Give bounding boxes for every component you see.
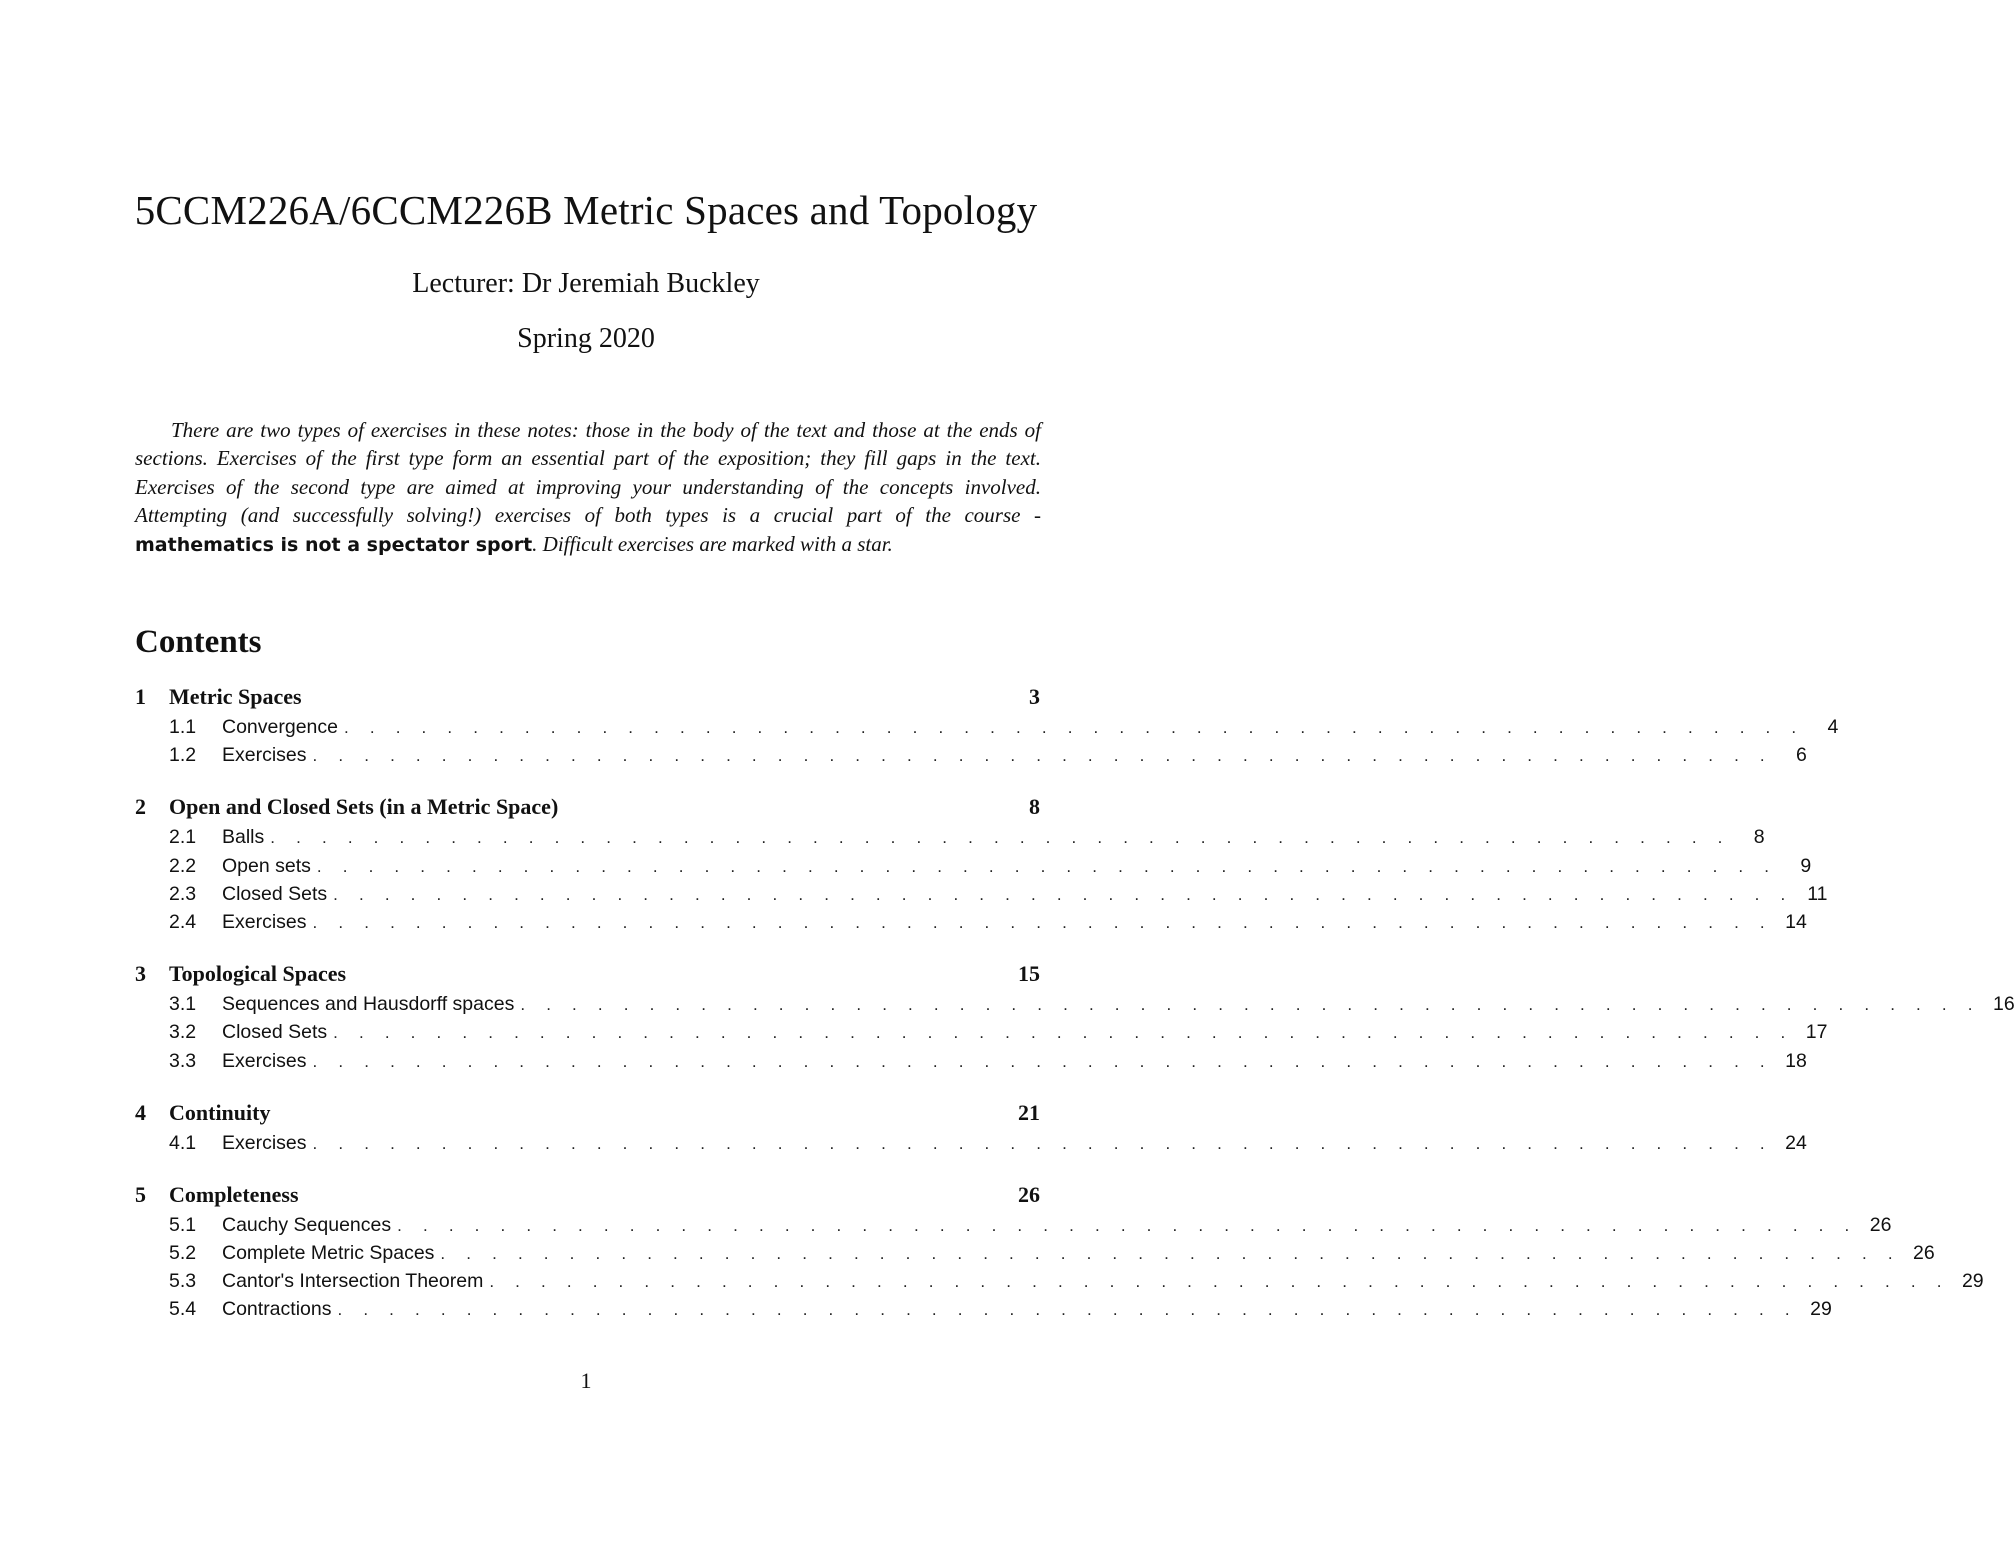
abstract-text-part1: There are two types of exercises in these notes: those in the body of the text and those at the ends of sections. Exercises of the first type form an essential part of the exposition; they fill gaps in the text. Exercises of the second type are aimed at improving your understanding of the concepts involved. Attempting (and successfully solving!) exercises of both types is a crucial part of the course - <box>135 418 1041 528</box>
toc-subsection-number: 2.1 <box>169 826 197 849</box>
toc-subsection-entry[interactable] <box>135 1049 1807 1078</box>
toc-subsection-page: 18 <box>1785 1049 1807 1072</box>
toc-subsection-title: Contractions <box>222 1298 332 1321</box>
toc-subsection-title: Closed Sets <box>222 1021 328 1044</box>
toc-subsection-page: 11 <box>1807 882 1828 905</box>
abstract-paragraph <box>135 416 1041 559</box>
toc-subsection-number: 1.1 <box>169 716 197 738</box>
document-title: 5CCM226A/6CCM226B Metric Spaces and Topology <box>134 187 1038 233</box>
toc-subsection-number: 5.4 <box>169 1298 197 1321</box>
toc-subsection-page: 14 <box>1785 910 1807 933</box>
toc-subsection-entry[interactable] <box>135 993 2015 1021</box>
toc-leader-dots: . . . . . . . . . . . . . . . . . . . . . . . . . . . . . . . . . . . . . . . . . . . . . . . . . . . . . . . . . <box>270 828 1731 848</box>
abstract-text-part2: . Difficult exercises are marked with a star. <box>532 531 893 556</box>
toc-subsection-entry[interactable] <box>135 1298 1832 1326</box>
toc-subsection-number: 3.2 <box>169 1021 197 1044</box>
toc-subsection-number: 2.3 <box>169 882 197 905</box>
toc-leader-dots: . . . . . . . . . . . . . . . . . . . . . . . . . . . . . . . . . . . . . . . . . . . . . . . . . . . . . . . . . <box>397 1215 1858 1235</box>
toc-subsection-number: 3.1 <box>169 993 197 1016</box>
toc-subsection-page: 6 <box>1796 744 1807 767</box>
toc-subsection-entry[interactable] <box>135 744 1807 772</box>
toc-subsection-title: Balls <box>222 826 265 849</box>
toc-leader-dots: . . . . . . . . . . . . . . . . . . . . . . . . . . . . . . . . . . . . . . . . . . . . . . . . . . . . . . . . . <box>520 995 1981 1015</box>
toc-section-number: 5 <box>135 1181 146 1207</box>
toc-section-number: 1 <box>135 684 146 709</box>
toc-subsection-page: 9 <box>1800 854 1812 877</box>
toc-subsection-page: 29 <box>1961 1270 1984 1293</box>
toc-subsection-title: Complete Metric Spaces <box>222 1242 435 1265</box>
toc-subsection-entry[interactable] <box>135 1242 1935 1270</box>
toc-section-page: 15 <box>1018 961 1040 987</box>
contents-heading: Contents <box>135 624 262 660</box>
toc-leader-dots: . . . . . . . . . . . . . . . . . . . . . . . . . . . . . . . . . . . . . . . . . . . . . . . . . . . . . . . . . <box>333 1023 1794 1043</box>
toc-subsection-title: Exercises <box>222 1049 307 1072</box>
toc-leader-dots: . . . . . . . . . . . . . . . . . . . . . . . . . . . . . . . . . . . . . . . . . . . . . . . . . . . . . . . . . <box>312 912 1773 932</box>
toc-subsection-page: 17 <box>1805 1021 1828 1044</box>
toc-section-number: 3 <box>135 961 146 987</box>
toc-section-page: 26 <box>1018 1181 1040 1207</box>
toc-leader-dots: . . . . . . . . . . . . . . . . . . . . . . . . . . . . . . . . . . . . . . . . . . . . . . . . . . . . . . . . . <box>316 856 1778 876</box>
toc-subsection-title: Closed Sets <box>222 882 328 905</box>
toc-section-title: Open and Closed Sets (in a Metric Space) <box>169 794 559 820</box>
toc-subsection-number: 3.3 <box>169 1049 197 1072</box>
toc-subsection-page: 4 <box>1827 716 1839 738</box>
toc-subsection-number: 2.4 <box>169 910 197 933</box>
toc-subsection-entry[interactable] <box>135 1021 1828 1049</box>
toc-section-page: 8 <box>1029 794 1040 820</box>
toc-subsection-title: Exercises <box>222 1131 307 1154</box>
page-number: 1 <box>580 1368 592 1393</box>
toc-section-title: Continuity <box>169 1099 271 1125</box>
toc-subsection-number: 2.2 <box>169 854 197 877</box>
toc-subsection-title: Cantor's Intersection Theorem <box>222 1270 484 1293</box>
toc-subsection-entry[interactable] <box>135 854 1812 883</box>
toc-section-title: Metric Spaces <box>169 684 302 709</box>
toc-subsection-page: 26 <box>1913 1242 1935 1265</box>
toc-section-entry[interactable] <box>135 794 1040 826</box>
toc-leader-dots: . . . . . . . . . . . . . . . . . . . . . . . . . . . . . . . . . . . . . . . . . . . . . . . . . . . . . . . . . <box>333 884 1794 904</box>
abstract-bold-phrase: mathematics is not a spectator sport <box>135 533 533 556</box>
toc-subsection-entry[interactable] <box>135 882 1828 911</box>
toc-section-entry[interactable] <box>135 684 1040 716</box>
toc-leader-dots: . . . . . . . . . . . . . . . . . . . . . . . . . . . . . . . . . . . . . . . . . . . . . . . . . . . . . . . . . <box>312 1133 1773 1153</box>
toc-subsection-page: 16 <box>1992 993 2015 1016</box>
toc-subsection-number: 4.1 <box>169 1131 197 1154</box>
toc-section <box>135 1099 1807 1160</box>
toc-section-entry[interactable] <box>135 1182 1040 1214</box>
lecturer-line: Lecturer: Dr Jeremiah Buckley <box>412 268 760 299</box>
toc-subsection-number: 5.2 <box>169 1242 197 1265</box>
toc-subsection-title: Exercises <box>222 744 307 767</box>
toc-subsection-number: 5.1 <box>169 1213 197 1236</box>
toc-subsection-title: Cauchy Sequences <box>222 1213 392 1236</box>
toc-leader-dots: . . . . . . . . . . . . . . . . . . . . . . . . . . . . . . . . . . . . . . . . . . . . . . . . . . . . . . . . . <box>312 1051 1773 1071</box>
toc-section <box>135 794 1828 939</box>
toc-leader-dots: . . . . . . . . . . . . . . . . . . . . . . . . . . . . . . . . . . . . . . . . . . . . . . . . . . . . . . . . . <box>489 1272 1950 1292</box>
toc-section <box>135 961 2015 1078</box>
toc-section <box>135 1181 1984 1327</box>
toc-leader-dots: . . . . . . . . . . . . . . . . . . . . . . . . . . . . . . . . . . . . . . . . . . . . . . . . . . . . . . . . . <box>337 1300 1798 1320</box>
toc-section-entry[interactable] <box>135 1100 1040 1132</box>
toc-subsection-page: 26 <box>1869 1213 1892 1236</box>
toc-leader-dots: . . . . . . . . . . . . . . . . . . . . . . . . . . . . . . . . . . . . . . . . . . . . . . . . . . . . . . . . . <box>312 746 1773 766</box>
toc-leader-dots: . . . . . . . . . . . . . . . . . . . . . . . . . . . . . . . . . . . . . . . . . . . . . . . . . . . . . . . . . <box>440 1244 1901 1264</box>
toc-subsection-entry[interactable] <box>135 716 1839 744</box>
toc-subsection-title: Exercises <box>222 910 307 933</box>
toc-section-entry[interactable] <box>135 961 1040 993</box>
toc-subsection-page: 8 <box>1753 826 1765 849</box>
toc-subsection-entry[interactable] <box>135 1213 1892 1242</box>
toc-section-page: 3 <box>1029 684 1040 709</box>
toc-section-number: 4 <box>135 1099 146 1125</box>
toc-section-title: Completeness <box>169 1181 299 1207</box>
toc-subsection-entry[interactable] <box>135 910 1807 939</box>
table-of-contents <box>135 684 2015 1349</box>
toc-subsection-page: 24 <box>1785 1131 1807 1154</box>
toc-subsection-entry[interactable] <box>135 1131 1807 1160</box>
toc-section-title: Topological Spaces <box>169 961 347 987</box>
toc-subsection-title: Convergence <box>222 716 338 738</box>
toc-subsection-number: 5.3 <box>169 1270 197 1293</box>
toc-subsection-entry[interactable] <box>135 1270 1984 1298</box>
toc-subsection-page: 29 <box>1810 1298 1832 1321</box>
toc-subsection-number: 1.2 <box>169 744 197 767</box>
toc-section-page: 21 <box>1018 1099 1040 1125</box>
toc-section-number: 2 <box>135 794 146 820</box>
toc-subsection-title: Sequences and Hausdorff spaces <box>222 993 515 1016</box>
toc-leader-dots: . . . . . . . . . . . . . . . . . . . . . . . . . . . . . . . . . . . . . . . . . . . . . . . . . . . . . . . . . <box>344 718 1805 737</box>
toc-subsection-title: Open sets <box>222 854 311 877</box>
term-line: Spring 2020 <box>517 323 655 354</box>
toc-section <box>135 684 1839 772</box>
toc-subsection-entry[interactable] <box>135 826 1765 854</box>
